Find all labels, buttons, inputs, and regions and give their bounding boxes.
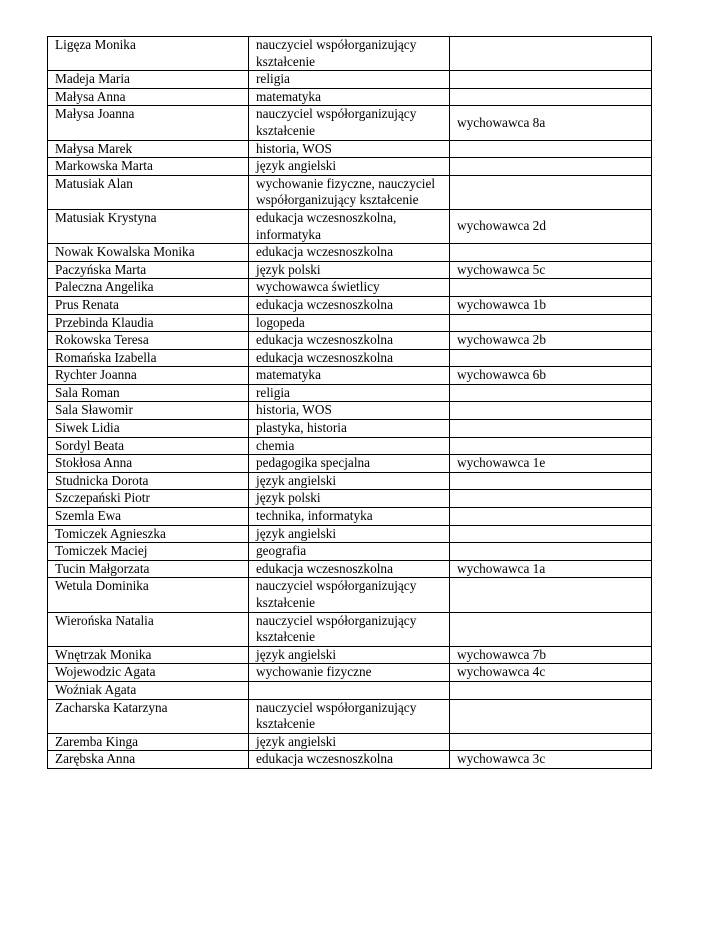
homeroom-cell: wychowawca 5c (450, 261, 652, 279)
teacher-name-cell: Małysa Anna (48, 88, 249, 106)
staff-table-body (48, 37, 652, 769)
teacher-name-cell: Matusiak Alan (48, 175, 249, 209)
teacher-name-cell: Romańska Izabella (48, 349, 249, 367)
subject-cell: pedagogika specjalna (249, 455, 450, 473)
table-row (48, 437, 652, 455)
table-row (48, 420, 652, 438)
teacher-name-cell: Stokłosa Anna (48, 455, 249, 473)
teacher-name-cell: Zacharska Katarzyna (48, 699, 249, 733)
teacher-name-cell: Paleczna Angelika (48, 279, 249, 297)
subject-cell: matematyka (249, 367, 450, 385)
teacher-name-cell: Wnętrzak Monika (48, 646, 249, 664)
subject-cell: język angielski (249, 646, 450, 664)
homeroom-cell (450, 175, 652, 209)
table-row (48, 490, 652, 508)
subject-cell: edukacja wczesnoszkolna (249, 349, 450, 367)
subject-cell: nauczyciel współorganizujący kształcenie (249, 578, 450, 612)
homeroom-cell (450, 612, 652, 646)
subject-cell: język angielski (249, 525, 450, 543)
subject-cell: edukacja wczesnoszkolna, informatyka (249, 209, 450, 243)
subject-cell: logopeda (249, 314, 450, 332)
subject-cell: historia, WOS (249, 140, 450, 158)
table-row (48, 525, 652, 543)
teacher-name-cell: Paczyńska Marta (48, 261, 249, 279)
homeroom-cell: wychowawca 6b (450, 367, 652, 385)
table-row (48, 296, 652, 314)
teacher-name-cell: Nowak Kowalska Monika (48, 244, 249, 262)
table-row (48, 314, 652, 332)
table-row (48, 158, 652, 176)
homeroom-cell (450, 420, 652, 438)
teacher-name-cell: Tucin Małgorzata (48, 560, 249, 578)
teacher-name-cell: Studnicka Dorota (48, 472, 249, 490)
staff-table (47, 36, 652, 769)
homeroom-cell: wychowawca 3c (450, 751, 652, 769)
subject-cell: technika, informatyka (249, 508, 450, 526)
subject-cell: religia (249, 384, 450, 402)
table-row (48, 71, 652, 89)
subject-cell: matematyka (249, 88, 450, 106)
teacher-name-cell: Ligęza Monika (48, 37, 249, 71)
table-row (48, 751, 652, 769)
table-row (48, 244, 652, 262)
teacher-name-cell: Szczepański Piotr (48, 490, 249, 508)
subject-cell: język polski (249, 490, 450, 508)
table-row (48, 560, 652, 578)
subject-cell: nauczyciel współorganizujący kształcenie (249, 612, 450, 646)
homeroom-cell: wychowawca 1a (450, 560, 652, 578)
teacher-name-cell: Tomiczek Agnieszka (48, 525, 249, 543)
subject-cell: nauczyciel współorganizujący kształcenie (249, 106, 450, 140)
homeroom-cell (450, 279, 652, 297)
document-page (47, 36, 651, 769)
teacher-name-cell: Małysa Joanna (48, 106, 249, 140)
table-row (48, 332, 652, 350)
homeroom-cell: wychowawca 4c (450, 664, 652, 682)
homeroom-cell (450, 508, 652, 526)
subject-cell: wychowanie fizyczne (249, 664, 450, 682)
homeroom-cell: wychowawca 1b (450, 296, 652, 314)
subject-cell: edukacja wczesnoszkolna (249, 332, 450, 350)
subject-cell: edukacja wczesnoszkolna (249, 560, 450, 578)
homeroom-cell (450, 472, 652, 490)
homeroom-cell (450, 578, 652, 612)
homeroom-cell (450, 384, 652, 402)
table-row (48, 367, 652, 385)
subject-cell: nauczyciel współorganizujący kształcenie (249, 699, 450, 733)
teacher-name-cell: Markowska Marta (48, 158, 249, 176)
teacher-name-cell: Tomiczek Maciej (48, 543, 249, 561)
subject-cell: edukacja wczesnoszkolna (249, 751, 450, 769)
subject-cell: język angielski (249, 158, 450, 176)
table-row (48, 175, 652, 209)
teacher-name-cell: Woźniak Agata (48, 681, 249, 699)
table-row (48, 543, 652, 561)
teacher-name-cell: Małysa Marek (48, 140, 249, 158)
teacher-name-cell: Wierońska Natalia (48, 612, 249, 646)
subject-cell: nauczyciel współorganizujący kształcenie (249, 37, 450, 71)
table-row (48, 455, 652, 473)
subject-cell: edukacja wczesnoszkolna (249, 244, 450, 262)
table-row (48, 699, 652, 733)
homeroom-cell: wychowawca 2d (450, 209, 652, 243)
homeroom-cell (450, 88, 652, 106)
teacher-name-cell: Przebinda Klaudia (48, 314, 249, 332)
teacher-name-cell: Wetula Dominika (48, 578, 249, 612)
teacher-name-cell: Zaremba Kinga (48, 733, 249, 751)
table-row (48, 508, 652, 526)
teacher-name-cell: Wojewodzic Agata (48, 664, 249, 682)
table-row (48, 578, 652, 612)
homeroom-cell (450, 158, 652, 176)
teacher-name-cell: Sordyl Beata (48, 437, 249, 455)
subject-cell: język angielski (249, 733, 450, 751)
homeroom-cell: wychowawca 2b (450, 332, 652, 350)
teacher-name-cell: Sala Roman (48, 384, 249, 402)
homeroom-cell (450, 37, 652, 71)
homeroom-cell (450, 140, 652, 158)
table-row (48, 472, 652, 490)
subject-cell (249, 681, 450, 699)
homeroom-cell: wychowawca 1e (450, 455, 652, 473)
homeroom-cell (450, 681, 652, 699)
subject-cell: geografia (249, 543, 450, 561)
table-row (48, 209, 652, 243)
subject-cell: plastyka, historia (249, 420, 450, 438)
teacher-name-cell: Siwek Lidia (48, 420, 249, 438)
teacher-name-cell: Prus Renata (48, 296, 249, 314)
subject-cell: religia (249, 71, 450, 89)
table-row (48, 106, 652, 140)
teacher-name-cell: Matusiak Krystyna (48, 209, 249, 243)
homeroom-cell (450, 402, 652, 420)
table-row (48, 646, 652, 664)
table-row (48, 88, 652, 106)
subject-cell: edukacja wczesnoszkolna (249, 296, 450, 314)
teacher-name-cell: Sala Sławomir (48, 402, 249, 420)
table-row (48, 349, 652, 367)
teacher-name-cell: Rokowska Teresa (48, 332, 249, 350)
subject-cell: wychowanie fizyczne, nauczyciel współorganizujący kształcenie (249, 175, 450, 209)
table-row (48, 402, 652, 420)
teacher-name-cell: Zarębska Anna (48, 751, 249, 769)
homeroom-cell (450, 490, 652, 508)
homeroom-cell (450, 349, 652, 367)
homeroom-cell (450, 314, 652, 332)
table-row (48, 261, 652, 279)
homeroom-cell (450, 699, 652, 733)
subject-cell: historia, WOS (249, 402, 450, 420)
table-row (48, 37, 652, 71)
table-row (48, 664, 652, 682)
table-row (48, 733, 652, 751)
homeroom-cell (450, 733, 652, 751)
table-row (48, 384, 652, 402)
table-row (48, 612, 652, 646)
homeroom-cell (450, 437, 652, 455)
teacher-name-cell: Rychter Joanna (48, 367, 249, 385)
homeroom-cell: wychowawca 7b (450, 646, 652, 664)
homeroom-cell: wychowawca 8a (450, 106, 652, 140)
homeroom-cell (450, 525, 652, 543)
subject-cell: język angielski (249, 472, 450, 490)
table-row (48, 140, 652, 158)
teacher-name-cell: Szemla Ewa (48, 508, 249, 526)
table-row (48, 279, 652, 297)
homeroom-cell (450, 71, 652, 89)
subject-cell: wychowawca świetlicy (249, 279, 450, 297)
homeroom-cell (450, 244, 652, 262)
homeroom-cell (450, 543, 652, 561)
table-row (48, 681, 652, 699)
subject-cell: język polski (249, 261, 450, 279)
subject-cell: chemia (249, 437, 450, 455)
teacher-name-cell: Madeja Maria (48, 71, 249, 89)
